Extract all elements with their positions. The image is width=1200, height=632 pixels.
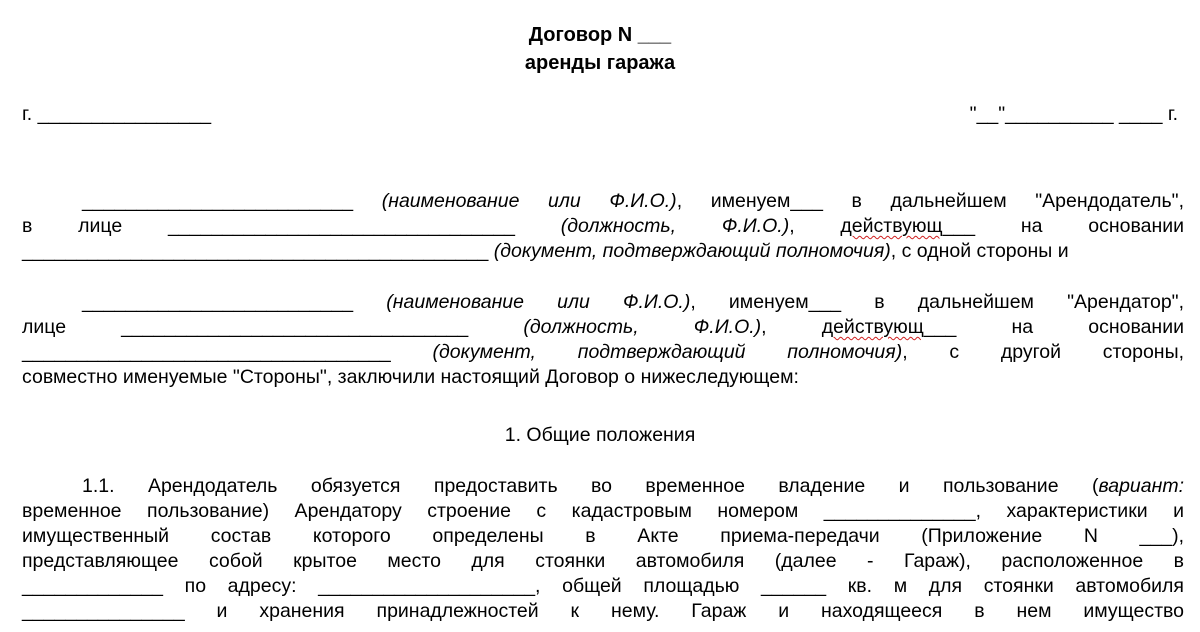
landlord-line-1 — [22, 189, 1184, 214]
tenant-name-blank: _________________________ — [82, 291, 387, 313]
party-landlord-paragraph — [22, 189, 1184, 264]
party-tenant-paragraph — [22, 290, 1184, 390]
tenant-side-text: , с другой стороны, — [902, 341, 1184, 363]
document-title — [0, 21, 1200, 77]
tenant-representative-blank: лице ________________________________ — [22, 316, 524, 338]
landlord-representative-hint: (должность, Ф.И.О.) — [560, 215, 790, 237]
clause-text: 1.1. Арендодатель обязуется предоставить во временное владение и пользование ( — [82, 475, 1099, 497]
tenant-line-3 — [22, 340, 1184, 365]
landlord-line-2 — [22, 214, 1184, 239]
landlord-role-text: , именуем___ в дальнейшем "Арендодатель", — [676, 190, 1184, 212]
landlord-representative-blank: в лице ________________________________ — [22, 215, 561, 237]
tenant-representative-hint: (должность, Ф.И.О.) — [523, 316, 762, 338]
tenant-name-hint: (наименование или Ф.И.О.) — [386, 291, 691, 313]
contract-date: "__"__________ ____ г. — [969, 103, 1178, 125]
clause-line-4: представляющее собой крытое место для стоянки автомобиля (далее - Гараж), расположенное в — [22, 550, 1184, 572]
landlord-line-3 — [22, 239, 1184, 264]
spellcheck-word: действующ — [840, 215, 943, 237]
landlord-document-hint: (документ, подтверждающий полномочия) — [493, 240, 891, 262]
tenant-line-2 — [22, 315, 1184, 340]
clause-1-1 — [22, 474, 1184, 624]
tenant-basis-text: ___ на основании — [923, 316, 1184, 338]
landlord-document-blank: ___________________________________________ — [22, 240, 494, 262]
clause-line-1 — [22, 474, 1184, 499]
tenant-document-blank: __________________________________ — [22, 341, 433, 363]
landlord-basis-text: ___ на основании — [942, 215, 1184, 237]
clause-line-6: _______________ и хранения принадлежностей к нему. Гараж и находящееся в нем имущество — [22, 600, 1184, 622]
title-line-2: аренды гаража — [524, 52, 676, 74]
tenant-document-hint: (документ, подтверждающий полномочия) — [432, 341, 903, 363]
spellcheck-word: действующ — [821, 316, 924, 338]
contract-place: г. ________________ — [22, 103, 212, 125]
landlord-name-blank: _________________________ — [82, 190, 382, 212]
landlord-name-hint: (наименование или Ф.И.О.) — [381, 190, 677, 212]
section-heading: 1. Общие положения — [504, 424, 696, 446]
clause-line-5: _____________ по адресу: ____________________, общей площадью ______ кв. м для стоянки автомобиля — [22, 575, 1184, 597]
comma-text: , — [761, 316, 822, 338]
tenant-role-text: , именуем___ в дальнейшем "Арендатор", — [690, 291, 1185, 313]
tenant-line-1 — [22, 290, 1184, 315]
clause-line-2: временное пользование) Арендатору строение с кадастровым номером ______________, характеристики и — [22, 500, 1184, 522]
title-line-1: Договор N ___ — [528, 24, 672, 46]
tenant-line-4: совместно именуемые "Стороны", заключили настоящий Договор о нижеследующем: — [22, 366, 799, 388]
clause-line-3: имущественный состав которого определены в Акте приема-передачи (Приложение N ___), — [22, 525, 1184, 547]
variant-hint: вариант: — [1098, 475, 1184, 497]
landlord-side-text: , с одной стороны и — [890, 240, 1069, 262]
comma-text: , — [789, 215, 841, 237]
